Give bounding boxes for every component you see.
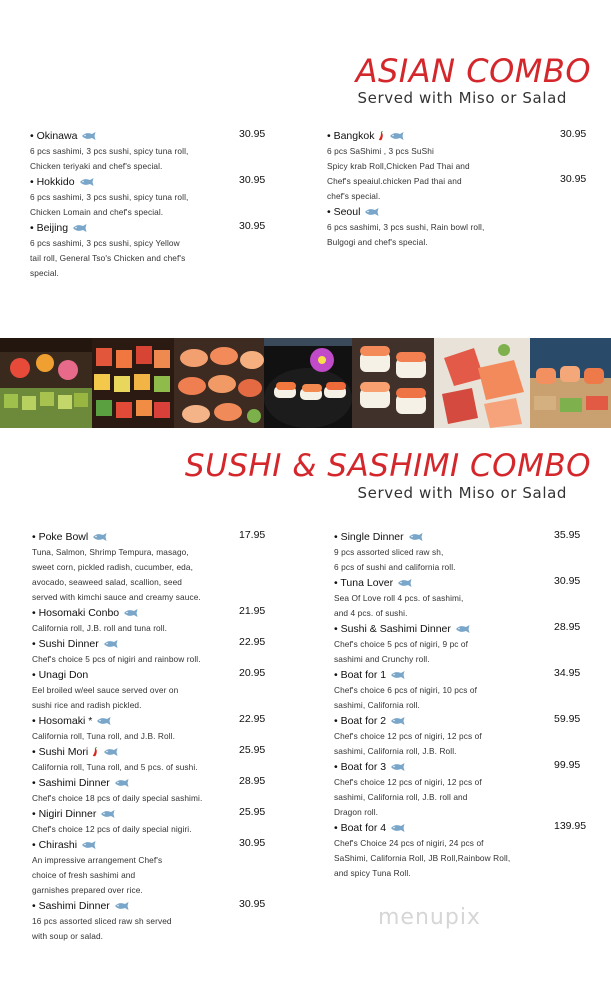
menu-item-name: • Beijing	[30, 222, 69, 234]
fish-icon	[100, 809, 115, 819]
menu-item	[30, 174, 270, 220]
menu-item-name: • Single Dinner	[334, 531, 404, 543]
menu-item-price: 25.95	[239, 806, 266, 818]
menu-item-header	[334, 820, 590, 836]
menu-item-description: Chef's choice 12 pcs of nigiri, 12 pcs of	[334, 731, 482, 741]
menu-item-description: 6 pcs sashimi, 3 pcs sushi, Rain bowl roll,	[327, 222, 485, 232]
menu-item-price: 30.95	[239, 174, 266, 186]
menu-item-price: 59.95	[554, 713, 581, 725]
menu-item-header	[32, 667, 272, 683]
menu-item-header	[327, 204, 587, 220]
sushi-photo-4	[264, 338, 352, 428]
menu-item-description: Chef's choice 12 pcs of daily special nigiri.	[32, 824, 192, 834]
menu-item-description: SaShimi, California Roll, JB Roll,Rainbow Roll,	[334, 853, 511, 863]
menu-item-description: Chef's choice 6 pcs of nigiri, 10 pcs of	[334, 685, 478, 695]
menu-item-name: • Tuna Lover	[334, 577, 394, 589]
menu-item-description: sashimi, California roll, J.B. Roll.	[334, 746, 457, 756]
fish-icon	[408, 532, 423, 542]
sushi-photo-1	[0, 338, 92, 428]
menu-item-header	[334, 667, 590, 683]
fish-icon	[92, 532, 107, 542]
menu-item-name: • Poke Bowl	[32, 531, 89, 543]
menu-item-description: sashimi, California roll.	[334, 700, 420, 710]
fish-icon	[397, 578, 412, 588]
menu-item-description: California roll, J.B. roll and tuna roll.	[32, 623, 168, 633]
menu-item	[327, 204, 587, 250]
menu-item-name: • Unagi Don	[32, 669, 89, 681]
menu-item-header	[32, 636, 272, 652]
menu-item-price: 34.95	[554, 667, 581, 679]
menu-item-name: • Boat for 3	[334, 761, 387, 773]
sushi-photo-3	[174, 338, 264, 428]
menu-item	[334, 820, 590, 881]
fish-icon	[81, 840, 96, 850]
menu-item-header	[32, 806, 272, 822]
menu-item-description: Chicken teriyaki and chef's special.	[30, 161, 163, 171]
menu-item-price: 17.95	[239, 529, 266, 541]
menu-item-price: 21.95	[239, 605, 266, 617]
menu-item-price: 139.95	[554, 820, 587, 832]
fish-icon	[390, 823, 405, 833]
menu-item-header	[32, 744, 272, 760]
menu-item-name: • Hosomaki *	[32, 715, 93, 727]
menu-item-description: Chef's choice 18 pcs of daily special sashimi.	[32, 793, 203, 803]
menu-item-description: served with kimchi sauce and creamy sauce.	[32, 592, 201, 602]
menu-item	[334, 759, 590, 820]
menu-item	[32, 775, 272, 806]
menu-item-header	[327, 128, 587, 144]
menu-item-description: chef's special.	[327, 191, 381, 201]
menu-item-name: • Bangkok	[327, 130, 375, 142]
menu-item-header	[334, 759, 590, 775]
menu-item	[30, 220, 270, 281]
menu-item-name: • Sushi & Sashimi Dinner	[334, 623, 451, 635]
menu-item-header	[334, 575, 590, 591]
menu-item	[32, 898, 272, 944]
menu-item-name: • Nigiri Dinner	[32, 808, 97, 820]
menu-item-name: • Okinawa	[30, 130, 78, 142]
menu-item-description: and 4 pcs. of sushi.	[334, 608, 408, 618]
menu-item-name: • Sushi Mori	[32, 746, 89, 758]
menu-item-price: 20.95	[239, 667, 266, 679]
asian-combo-title: ASIAN COMBO	[355, 52, 591, 90]
menu-item-description: An impressive arrangement Chef's	[32, 855, 163, 865]
menu-item-header	[32, 529, 272, 545]
menu-item-description: 6 pcs SaShimi , 3 pcs SuShi	[327, 146, 434, 156]
menu-item	[334, 713, 590, 759]
menu-item	[334, 575, 590, 621]
chili-pepper-icon	[377, 131, 385, 141]
menu-item-header	[30, 128, 270, 144]
menu-item-header	[32, 837, 272, 853]
fish-icon	[390, 762, 405, 772]
menu-item-header	[334, 529, 590, 545]
sushi-sashimi-panel	[0, 428, 611, 1000]
menu-item-price: 22.95	[239, 636, 266, 648]
menu-item-description: Chef's speaiul.chicken Pad thai and	[327, 176, 462, 186]
sushi-photo-7	[530, 338, 611, 428]
menu-item-price: 28.95	[239, 775, 266, 787]
menu-item-description: Sea Of Love roll 4 pcs. of sashimi,	[334, 593, 464, 603]
menu-item	[32, 636, 272, 667]
menu-item-name: • Chirashi	[32, 839, 78, 851]
fish-icon	[79, 177, 94, 187]
fish-icon	[114, 901, 129, 911]
menu-item-name: • Hokkido	[30, 176, 75, 188]
menu-item-header	[30, 220, 270, 236]
fish-icon	[96, 716, 111, 726]
sushi-photo-2	[92, 338, 174, 428]
menu-item-description: 6 pcs sashimi, 3 pcs sushi, spicy tuna roll,	[30, 146, 189, 156]
menupix-watermark: menupix	[378, 905, 481, 930]
menu-item-description: Bulgogi and chef's special.	[327, 237, 428, 247]
asian-combo-subtitle: Served with Miso or Salad	[357, 89, 567, 107]
menu-item	[334, 529, 590, 575]
fish-icon	[390, 670, 405, 680]
fish-icon	[72, 223, 87, 233]
menu-item-description: sushi rice and radish pickled.	[32, 700, 142, 710]
sushi-photo-5	[352, 338, 434, 428]
sushi-right-column	[334, 529, 590, 881]
menu-item-name: • Boat for 2	[334, 715, 387, 727]
menu-item-description: 6 pcs sashimi, 3 pcs sushi, spicy Yellow	[30, 238, 180, 248]
menu-item	[30, 128, 270, 174]
menu-item-price: 30.95	[239, 898, 266, 910]
menu-item-name: • Hosomaki Conbo	[32, 607, 120, 619]
menu-item-header	[32, 775, 272, 791]
menu-item-name: • Sushi Dinner	[32, 638, 99, 650]
fish-icon	[455, 624, 470, 634]
menu-item-price: 30.95	[239, 128, 266, 140]
menu-item-description: sashimi and Crunchy roll.	[334, 654, 430, 664]
chili-pepper-icon	[91, 747, 99, 757]
menu-item-header	[334, 713, 590, 729]
fish-icon	[389, 131, 404, 141]
asian-combo-panel	[0, 0, 611, 338]
menu-item-price: 25.95	[239, 744, 266, 756]
menu-item-header	[334, 621, 590, 637]
menu-item-description: Chicken Lomain and chef's special.	[30, 207, 164, 217]
menu-item-description: Tuna, Salmon, Shrimp Tempura, masago,	[32, 547, 189, 557]
fish-icon	[123, 608, 138, 618]
menu-item-description: Chef's choice 5 pcs of nigiri, 9 pc of	[334, 639, 469, 649]
menu-item-description: garnishes prepared over rice.	[32, 885, 143, 895]
menu-item-header	[32, 898, 272, 914]
menu-item-description: 9 pcs assorted sliced raw sh,	[334, 547, 444, 557]
sushi-photo-6	[434, 338, 530, 428]
sushi-sashimi-subtitle: Served with Miso or Salad	[357, 484, 567, 502]
menu-item-description: 6 pcs sashimi, 3 pcs sushi, spicy tuna roll,	[30, 192, 189, 202]
menu-item-name: • Sashimi Dinner	[32, 777, 110, 789]
menu-item-price: 99.95	[554, 759, 581, 771]
menu-item-description: Chef's Choice 24 pcs of nigiri, 24 pcs of	[334, 838, 484, 848]
menu-item	[32, 744, 272, 775]
fish-icon	[390, 716, 405, 726]
bangkok-secondary-price: 30.95	[560, 173, 587, 185]
menu-item-price: 30.95	[554, 575, 581, 587]
menu-item	[32, 806, 272, 837]
sushi-left-column	[32, 529, 272, 944]
menu-item	[32, 529, 272, 605]
menu-item-price: 30.95	[239, 837, 266, 849]
fish-icon	[114, 778, 129, 788]
menu-item-price: 30.95	[560, 128, 587, 140]
menu-item-price: 35.95	[554, 529, 581, 541]
menu-item-description: Spicy krab Roll,Chicken Pad Thai and	[327, 161, 470, 171]
menu-item-description: and spicy Tuna Roll.	[334, 868, 411, 878]
menu-item	[32, 837, 272, 898]
menu-item	[32, 713, 272, 744]
sushi-photo-strip	[0, 338, 611, 428]
menu-item-description: Dragon roll.	[334, 807, 379, 817]
menu-item	[334, 621, 590, 667]
fish-icon	[81, 131, 96, 141]
menu-item-description: California roll, Tuna roll, and J.B. Roll.	[32, 731, 176, 741]
menu-item	[327, 128, 587, 204]
menu-item-name: • Boat for 4	[334, 822, 387, 834]
menu-item-description: special.	[30, 268, 59, 278]
menu-item-name: • Seoul	[327, 206, 361, 218]
menu-item-name: • Sashimi Dinner	[32, 900, 110, 912]
menu-item-description: sashimi, California roll, J.B. roll and	[334, 792, 468, 802]
fish-icon	[103, 639, 118, 649]
menu-item-description: 16 pcs assorted sliced raw sh served	[32, 916, 172, 926]
asian-left-column	[30, 128, 270, 281]
menu-item-description: Eel broiled w/eel sauce served over on	[32, 685, 179, 695]
menu-item-description: tail roll, General Tso's Chicken and chef's	[30, 253, 186, 263]
asian-right-column	[327, 128, 587, 250]
menu-item-header	[30, 174, 270, 190]
menu-item-price: 22.95	[239, 713, 266, 725]
menu-item-header	[32, 713, 272, 729]
menu-item-price: 30.95	[239, 220, 266, 232]
fish-icon	[103, 747, 118, 757]
menu-item-description: avocado, seaweed salad, scallion, seed	[32, 577, 183, 587]
menu-item	[334, 667, 590, 713]
menu-item-description: Chef's choice 12 pcs of nigiri, 12 pcs of	[334, 777, 482, 787]
menu-item-description: with soup or salad.	[32, 931, 104, 941]
menu-item-description: 6 pcs of sushi and california roll.	[334, 562, 456, 572]
menu-item	[32, 605, 272, 636]
menu-item-description: choice of fresh sashimi and	[32, 870, 136, 880]
sushi-sashimi-title: SUSHI & SASHIMI COMBO	[184, 448, 591, 484]
menu-item-description: sweet corn, pickled radish, cucumber, eda,	[32, 562, 193, 572]
menu-item	[32, 667, 272, 713]
menu-item-header	[32, 605, 272, 621]
menu-item-name: • Boat for 1	[334, 669, 387, 681]
menu-item-price: 28.95	[554, 621, 581, 633]
menu-item-description: Chef's choice 5 pcs of nigiri and rainbow roll.	[32, 654, 201, 664]
fish-icon	[364, 207, 379, 217]
menu-item-description: California roll, Tuna roll, and 5 pcs. of sushi.	[32, 762, 198, 772]
